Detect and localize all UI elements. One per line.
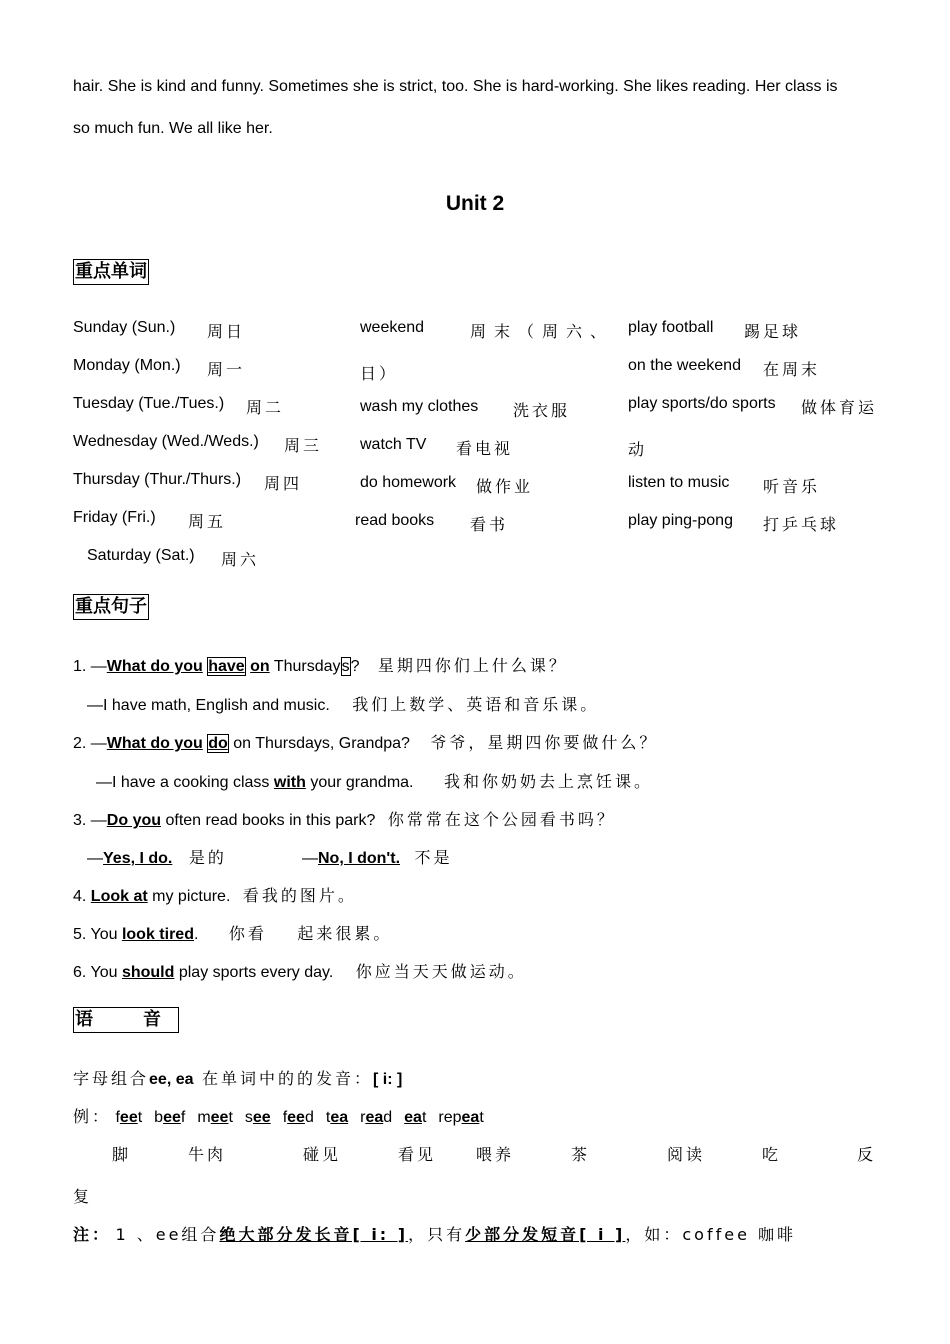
vocab-en: do homework [360,474,457,491]
vocab-cn: 周四 [264,474,303,493]
phonics-letters: ee, ea [149,1071,194,1088]
vocab-cn: 洗衣服 [513,401,571,420]
key-phrase: do [208,735,228,752]
example-meaning: 喂养 [476,1145,515,1164]
example-word: meet [197,1109,233,1126]
sentence-number: 5. You [73,926,118,943]
key-phrase: with [273,774,306,791]
sentence-text: your grandma. [310,774,414,791]
vocab-en: Tuesday (Tue./Tues.) [73,395,225,412]
vocab-en: Friday (Fri.) [73,509,156,526]
phonics-note [73,1222,796,1245]
vocab-en: listen to music [628,474,730,491]
vocab-cn: 周六 [221,550,260,569]
sentence-4 [73,883,357,906]
sentence-3-no [302,845,452,868]
vocab-en: Sunday (Sun.) [73,319,176,336]
sentence-2-reply [96,769,653,792]
sentence-text: — [302,850,318,867]
example-meaning: 茶 [571,1145,591,1164]
highlighted-letters: ea [461,1109,480,1126]
note-text: ，只有 [408,1225,466,1244]
vocab-cn: 动 [628,440,648,459]
sentence-text: Thursday [273,658,341,675]
example-word: feed [282,1109,314,1126]
sentence-text: —I have math, English and music. [87,697,330,714]
vocab-cn: 听音乐 [763,477,821,496]
unit-title: Unit 2 [445,192,505,215]
phonics-ipa: [ i: ] [372,1071,403,1088]
boxed-letter: s [341,658,350,675]
highlighted-letters: ea [365,1109,384,1126]
key-phrase: What do you [106,658,203,675]
sentence-cn: 不是 [414,848,453,867]
sentence-cn: 你应当天天做运动。 [355,962,527,981]
key-phrase: What do you [106,735,203,752]
sentence-text: ? [350,658,360,675]
vocab-en: play ping-pong [628,512,733,529]
key-phrase: on [250,658,270,675]
sentence-cn: 我和你奶奶去上烹饪课。 [443,772,653,791]
sentence-1 [73,653,568,676]
highlighted-letters: ee [119,1109,138,1126]
phonics-examples [73,1104,496,1127]
sentence-1-reply [87,692,599,715]
note-text: ，如：coffee 咖啡 [625,1225,797,1244]
sentence-text: — [87,850,103,867]
sentence-cn: 你常常在这个公园看书吗？ [387,810,616,829]
highlighted-letters: ee [252,1109,271,1126]
key-phrase: have [208,658,245,675]
key-phrase: should [121,964,175,981]
sentence-cn: 星期四你们上什么课？ [377,656,568,675]
example-meaning: 反 [857,1145,877,1164]
example-word-list [115,1109,495,1126]
sentence-2 [73,730,658,753]
vocab-cn: 周一 [207,360,246,379]
vocab-cn: 日） [360,364,399,383]
sentence-number: 3. — [73,812,107,829]
vocab-en: play football [628,319,714,336]
vocab-en: Wednesday (Wed./Weds.) [73,433,259,450]
note-label: 注： [73,1225,112,1244]
note-emphasis: 少部分发短音[ i ] [465,1225,626,1244]
phonics-heading: 语 音 [73,1007,179,1033]
example-word: beef [154,1109,186,1126]
sentence-cn: 爷爷，星期四你要做什么？ [430,733,659,752]
vocab-cn: 做作业 [476,477,534,496]
phonics-text: 字母组合 [73,1069,150,1088]
vocab-en: read books [355,512,435,529]
note-text: 1 、ee组合 [115,1225,220,1244]
sentence-cn: 我们上数学、英语和音乐课。 [352,695,600,714]
highlighted-letters: ee [163,1109,181,1126]
highlighted-letters: ee [210,1109,229,1126]
vocab-en: Thursday (Thur./Thurs.) [73,471,242,488]
sentence-number: 6. You [73,964,118,981]
sentence-cn: 是的 [188,848,227,867]
sentence-text: play sports every day. [178,964,334,981]
sentence-heading: 重点句子 [73,594,149,620]
sentence-text: often read books in this park? [165,812,376,829]
sentence-text: on Thursdays, Grandpa? [233,735,410,752]
sentence-cn: 起来很累。 [297,924,393,943]
vocab-en: Monday (Mon.) [73,357,181,374]
vocab-cn: 周日 [207,322,246,341]
vocab-heading: 重点单词 [73,259,149,285]
phonics-text: 在单词中的的发音： [201,1069,373,1088]
vocab-cn: 周五 [188,512,227,531]
example-meaning: 碰见 [303,1145,342,1164]
example-word: eat [404,1109,427,1126]
note-emphasis: 绝大部分发长音[ i: ] [219,1225,409,1244]
example-meaning: 看见 [398,1145,437,1164]
vocab-cn: 周末（周六、 [470,322,615,341]
vocab-cn: 打乒乓球 [763,515,840,534]
example-word: feet [115,1109,143,1126]
sentence-text: —I have a cooking class [96,774,270,791]
highlighted-letters: ea [404,1109,422,1126]
highlighted-letters: ea [330,1109,349,1126]
key-phrase: Look at [90,888,148,905]
vocab-en: wash my clothes [360,398,479,415]
example-label: 例： [73,1107,112,1126]
vocab-cn: 周二 [246,398,285,417]
sentence-text: . [193,926,199,943]
intro-line-1: hair. She is kind and funny. Sometimes she is strict, too. She is hard-working. She likes reading. Her class is [73,78,838,95]
sentence-cn: 看我的图片。 [242,886,357,905]
example-meaning: 牛肉 [188,1145,227,1164]
vocab-en: play sports/do sports [628,395,776,412]
vocab-en: on the weekend [628,357,741,374]
sentence-text: my picture. [152,888,231,905]
sentence-6 [73,959,527,982]
example-word: repeat [438,1109,484,1126]
vocab-en: watch TV [360,436,427,453]
example-word: read [360,1109,393,1126]
example-meaning: 吃 [762,1145,782,1164]
sentence-cn: 你看 [228,924,267,943]
vocab-cn: 踢足球 [744,322,802,341]
sentence-number: 2. — [73,735,107,752]
vocab-en: weekend [360,319,425,336]
vocab-cn: 看书 [470,515,509,534]
sentence-number: 4. [73,888,87,905]
phonics-intro [73,1066,402,1089]
example-meaning: 脚 [112,1145,132,1164]
vocab-cn: 在周末 [763,360,821,379]
example-word: see [244,1109,271,1126]
key-phrase: Do you [106,812,162,829]
highlighted-letters: ee [287,1109,305,1126]
example-meaning: 阅读 [667,1145,706,1164]
vocab-item [73,319,175,337]
vocab-cn: 做体育运 [801,398,878,417]
vocab-en: Saturday (Sat.) [87,547,195,564]
example-word: tea [325,1109,349,1126]
sentence-3-yes [87,845,227,868]
vocab-cn: 看电视 [456,439,514,458]
sentence-number: 1. — [73,658,107,675]
key-phrase: No, I don't. [318,850,401,867]
meaning-wrap: 复 [73,1187,93,1206]
sentence-3 [73,807,616,830]
sentence-5 [73,921,392,944]
key-phrase: look tired [121,926,194,943]
vocab-cn: 周三 [284,436,323,455]
intro-line-2: so much fun. We all like her. [73,120,273,137]
key-phrase: Yes, I do. [103,850,173,867]
